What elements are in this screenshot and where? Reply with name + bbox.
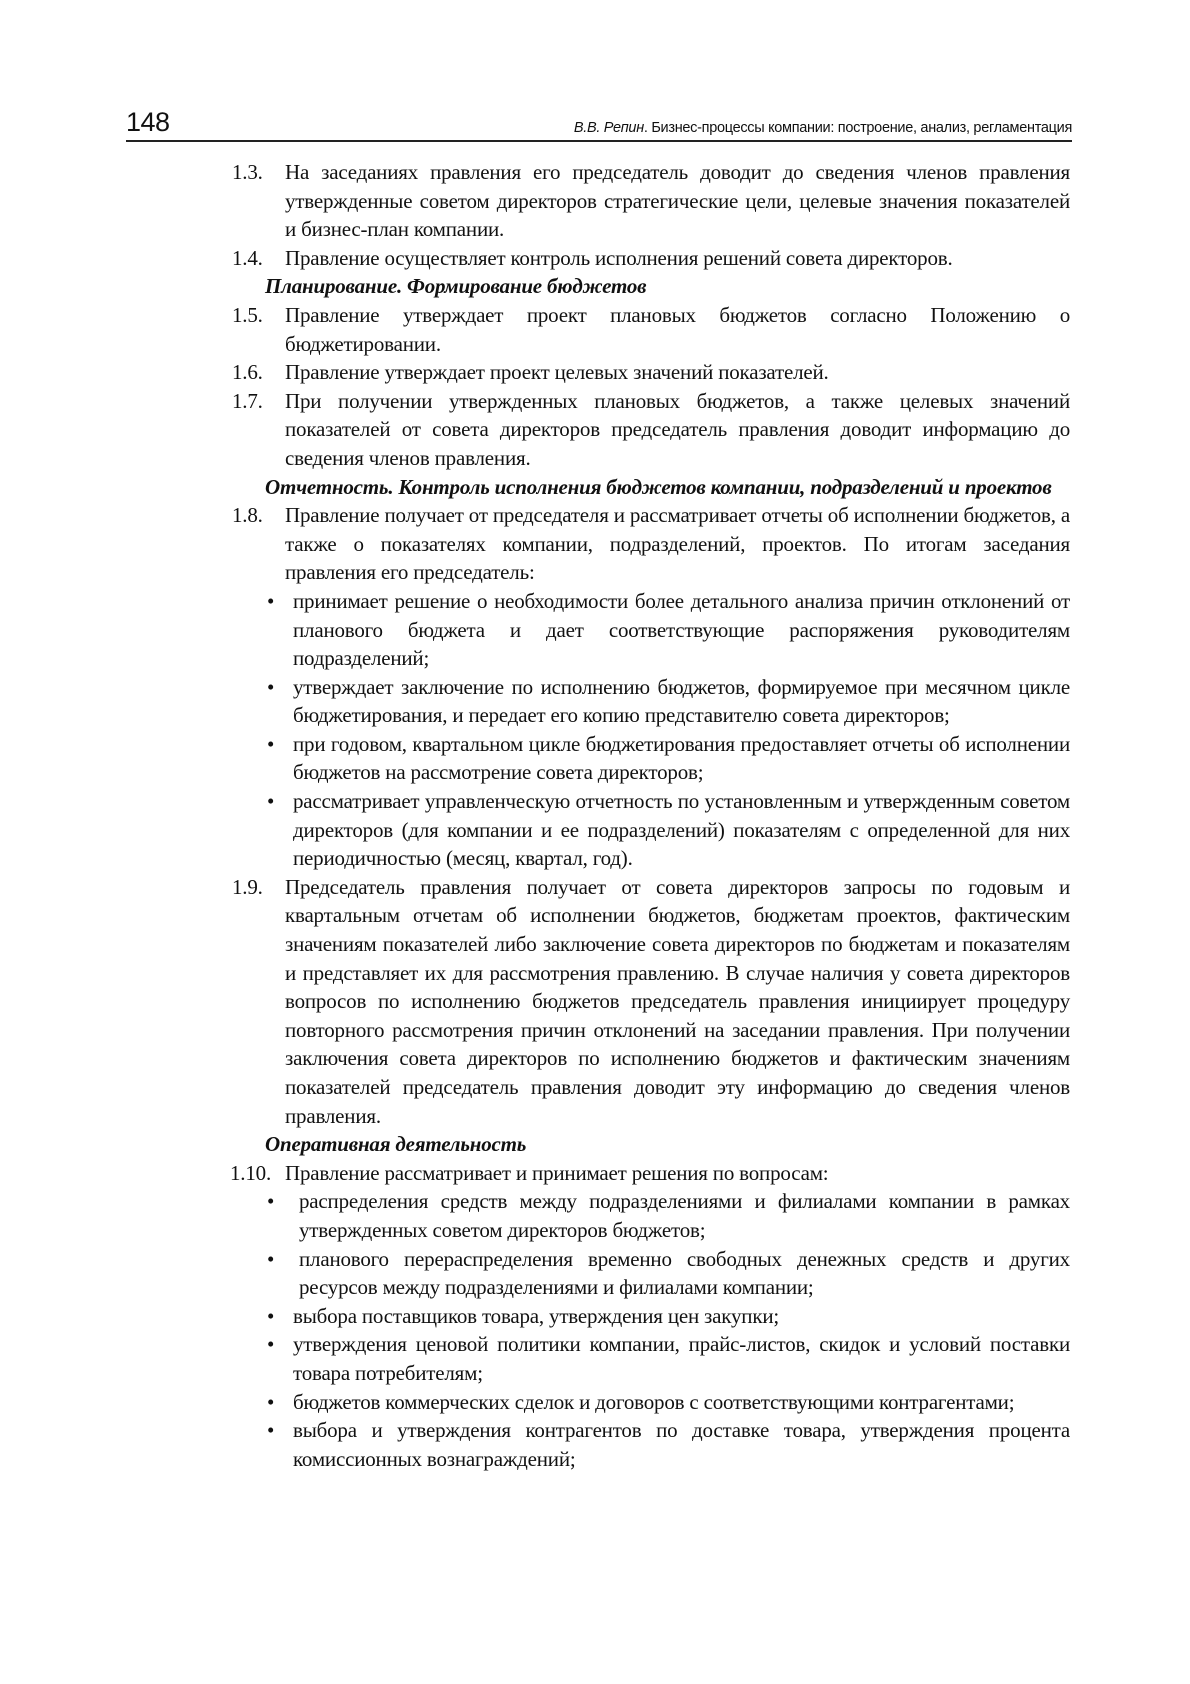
bullet-icon: • xyxy=(267,789,275,814)
book-author: В.В. Репин xyxy=(573,120,644,136)
clause-text: Правление рассматривает и принимает решения по вопросам: xyxy=(285,1160,829,1185)
list-item xyxy=(232,730,1070,787)
section-heading-planning: Планирование. Формирование бюджетов xyxy=(265,274,647,299)
clause-text: Председатель правления получает от совета директоров запросы по годовым и квартальным отчетам об исполнении бюджетов, бюджетам проектов, фактическим значениям показателей либо заключение совета директоров по бюджетам и показателям и представляет их для рассмотрения правлению. В случае наличия у совета директоров вопросов по исполнению бюджетов председатель правления инициирует процедуру повторного рассмотрения причин отклонений на заседании правления. При получении заключения совета директоров по исполнению бюджетов и фактическим значениям показателей председатель правления доводит эту информацию до сведения членов правления. xyxy=(285,874,1070,1128)
bullet-icon: • xyxy=(267,1332,275,1357)
bullet-icon: • xyxy=(267,731,275,756)
page-body xyxy=(232,158,1070,1473)
bullet-icon: • xyxy=(267,1418,275,1443)
list-item xyxy=(232,1245,1070,1302)
list-item-text: распределения средств между подразделениями и филиалами компании в рамках утвержденных советом директоров бюджетов; xyxy=(299,1189,1070,1242)
list-item-text: утверждения ценовой политики компании, прайс-листов, скидок и условий поставки товара потребителям; xyxy=(293,1332,1070,1385)
list-item xyxy=(232,787,1070,873)
clause-number: 1.4. xyxy=(232,245,263,270)
list-item xyxy=(232,587,1070,673)
list-item-text: бюджетов коммерческих сделок и договоров с соответствующими контрагентами; xyxy=(293,1389,1015,1414)
bullet-icon: • xyxy=(267,1189,275,1214)
list-item xyxy=(232,1388,1070,1417)
clause-text: При получении утвержденных плановых бюджетов, а также целевых значений показателей от совета директоров председатель правления доводит информацию до сведения членов правления. xyxy=(285,388,1070,470)
list-item-text: выбора поставщиков товара, утверждения цен закупки; xyxy=(293,1303,779,1328)
clause-text: Правление осуществляет контроль исполнения решений совета директоров. xyxy=(285,245,953,270)
clause-number: 1.5. xyxy=(232,302,263,327)
clause-number: 1.9. xyxy=(232,874,263,899)
clause-1-9 xyxy=(232,873,1070,1130)
clause-1-5 xyxy=(232,301,1070,358)
bullet-icon: • xyxy=(267,1246,275,1271)
bullet-icon: • xyxy=(267,1389,275,1414)
list-item-text: утверждает заключение по исполнению бюджетов, формируемое при месячном цикле бюджетирования, и передает его копию представителю совета директоров; xyxy=(293,674,1070,728)
list-item-text: рассматривает управленческую отчетность по установленным и утвержденным советом директоров (для компании и ее подразделений) показателям с определенной для них периодичностью (месяц, квартал, год). xyxy=(293,789,1070,871)
bullet-icon: • xyxy=(267,1303,275,1328)
clause-number: 1.3. xyxy=(232,160,263,184)
clause-text: На заседаниях правления его председатель доводит до сведения членов правления утвержденные советом директоров стратегические цели, целевые значения показателей и бизнес-план компании. xyxy=(285,160,1070,242)
running-header xyxy=(126,104,1072,142)
list-item-text: планового перераспределения временно свободных денежных средств и других ресурсов между подразделениями и филиалами компании; xyxy=(299,1246,1070,1300)
list-item xyxy=(232,1330,1070,1387)
list-item-text: выбора и утверждения контрагентов по доставке товара, утверждения процента комиссионных вознаграждений; xyxy=(293,1418,1070,1471)
clause-1-3 xyxy=(232,158,1070,244)
section-heading-reporting: Отчетность. Контроль исполнения бюджетов компании, подразделений и проектов xyxy=(265,474,1052,499)
list-item xyxy=(232,1416,1070,1473)
clause-text: Правление утверждает проект плановых бюджетов согласно Положению о бюджетировании. xyxy=(285,302,1070,356)
list-item xyxy=(232,1187,1070,1244)
list-item-text: принимает решение о необходимости более детального анализа причин отклонений от планового бюджета и дает соответствующие распоряжения руководителям подразделений; xyxy=(293,588,1070,671)
clause-1-4 xyxy=(232,244,1070,273)
clause-text: Правление утверждает проект целевых значений показателей. xyxy=(285,360,829,385)
page-number: 148 xyxy=(126,107,170,137)
clause-1-8 xyxy=(232,501,1070,587)
list-item-text: при годовом, квартальном цикле бюджетирования предоставляет отчеты об исполнении бюджетов на рассмотрение совета директоров; xyxy=(293,731,1070,785)
clause-1-7 xyxy=(232,387,1070,473)
section-heading-operations: Оперативная деятельность xyxy=(265,1132,527,1157)
running-title xyxy=(574,120,1072,136)
clause-number: 1.10. xyxy=(230,1160,272,1185)
book-title: . Бизнес-процессы компании: построение, анализ, регламентация xyxy=(643,120,1072,136)
list-item xyxy=(232,673,1070,730)
clause-text: Правление получает от председателя и рассматривает отчеты об исполнении бюджетов, а также о показателях компании, подразделений, проектов. По итогам заседания правления его председатель: xyxy=(285,503,1070,585)
clause-number: 1.6. xyxy=(232,360,263,385)
list-item xyxy=(232,1302,1070,1331)
clause-1-10 xyxy=(232,1159,1070,1188)
bullet-icon: • xyxy=(267,588,275,613)
clause-number: 1.8. xyxy=(232,503,263,528)
bullet-icon: • xyxy=(267,674,275,699)
clause-number: 1.7. xyxy=(232,388,263,413)
clause-1-6 xyxy=(232,358,1070,387)
